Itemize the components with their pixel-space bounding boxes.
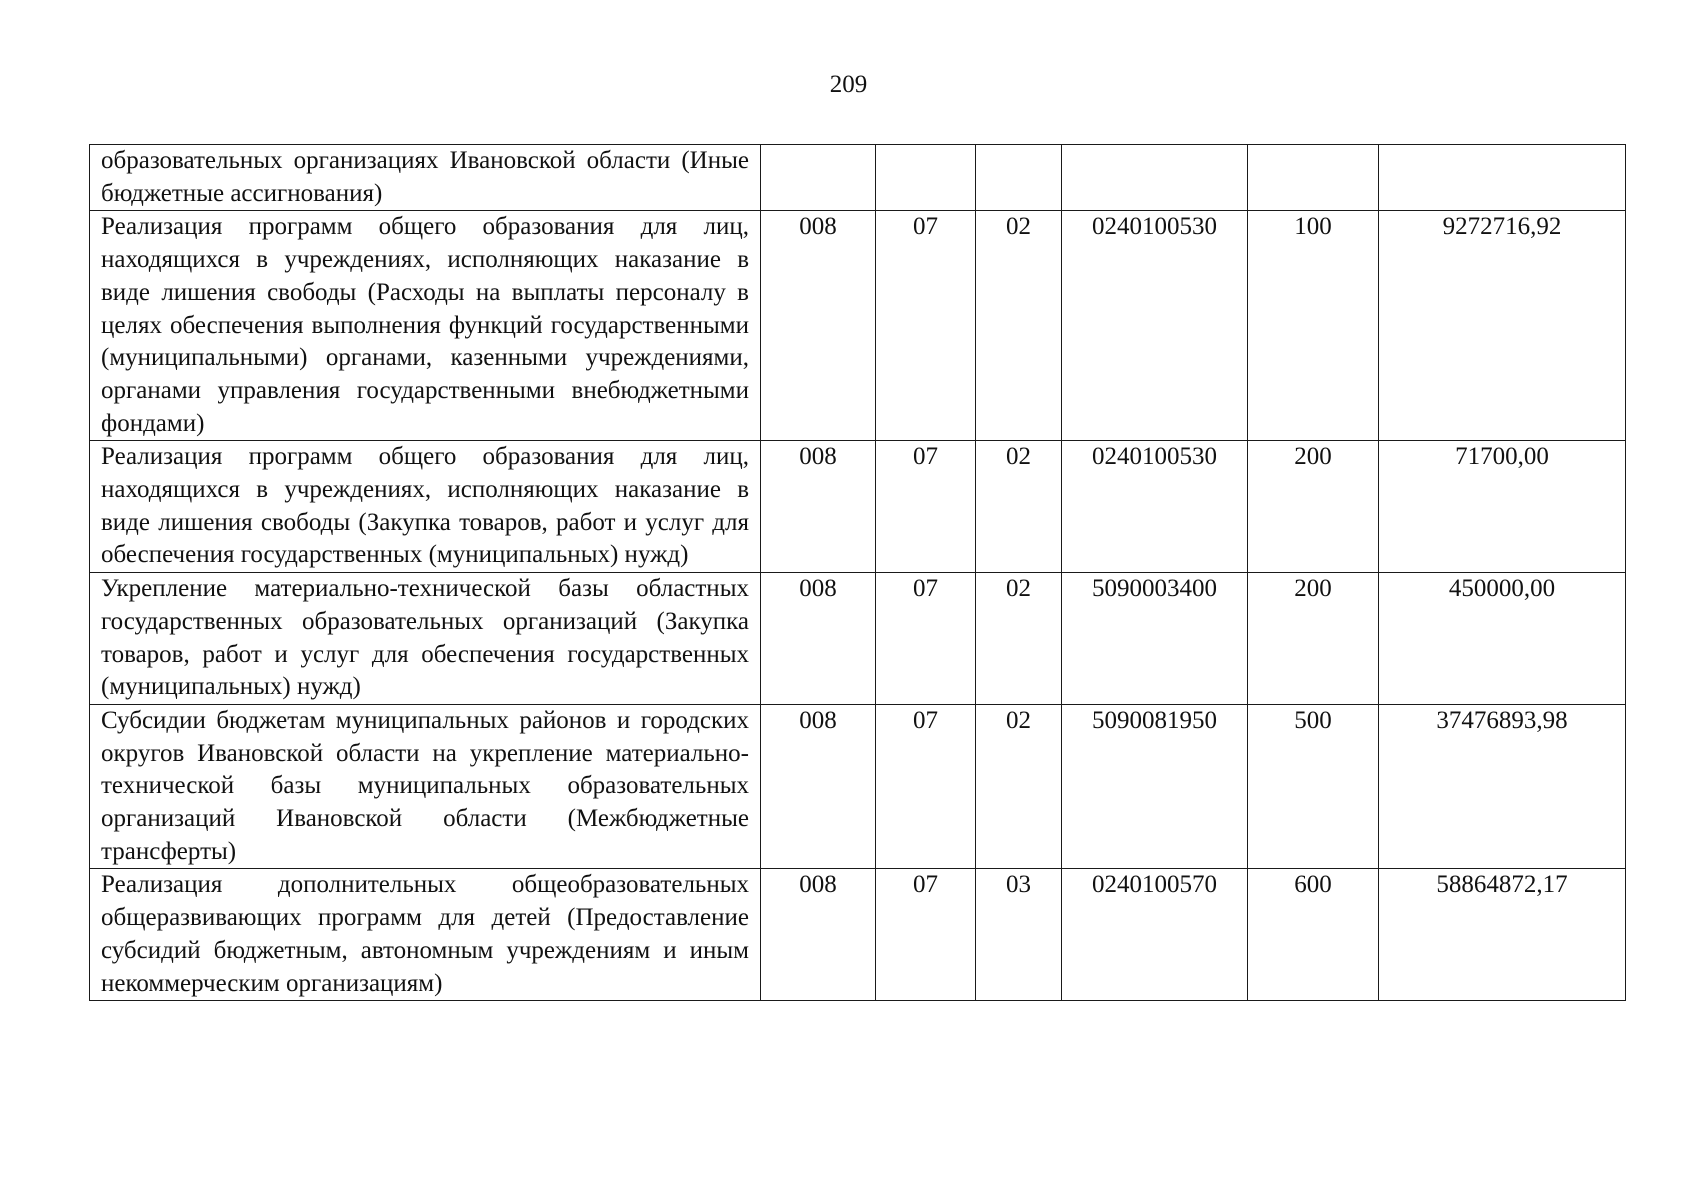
row-amount: 37476893,98 bbox=[1379, 704, 1626, 869]
row-code-subsection: 02 bbox=[976, 441, 1062, 573]
table-row bbox=[90, 869, 1626, 1001]
row-code-expense-type: 200 bbox=[1248, 573, 1379, 705]
row-code-target bbox=[1062, 145, 1248, 211]
row-amount bbox=[1379, 145, 1626, 211]
row-amount: 71700,00 bbox=[1379, 441, 1626, 573]
row-code-subsection: 02 bbox=[976, 211, 1062, 441]
page-number: 209 bbox=[829, 71, 868, 98]
row-amount: 450000,00 bbox=[1379, 573, 1626, 705]
row-code-expense-type: 200 bbox=[1248, 441, 1379, 573]
row-code-section: 07 bbox=[876, 869, 976, 1001]
row-code-subsection bbox=[976, 145, 1062, 211]
table-row bbox=[90, 441, 1626, 573]
table-row bbox=[90, 211, 1626, 441]
row-code-section: 07 bbox=[876, 573, 976, 705]
table-row bbox=[90, 704, 1626, 869]
row-description: Реализация дополнительных общеобразовательных общеразвивающих программ для детей (Предоставление субсидий бюджетным, автономным учреждениям и иным некоммерческим организациям) bbox=[90, 869, 761, 1001]
row-code-section: 07 bbox=[876, 211, 976, 441]
row-code-expense-type: 100 bbox=[1248, 211, 1379, 441]
row-description: Реализация программ общего образования для лиц, находящихся в учреждениях, исполняющих наказание в виде лишения свободы (Расходы на выплаты персоналу в целях обеспечения выполнения функций государственными (муниципальными) органами, казенными учреждениями, органами управления государственными внебюджетными фондами) bbox=[90, 211, 761, 441]
row-code-subsection: 02 bbox=[976, 704, 1062, 869]
row-code-target: 0240100530 bbox=[1062, 211, 1248, 441]
row-code-target: 5090081950 bbox=[1062, 704, 1248, 869]
row-code-section: 07 bbox=[876, 441, 976, 573]
budget-table bbox=[89, 144, 1626, 1001]
row-code-target: 0240100530 bbox=[1062, 441, 1248, 573]
row-code-ministry: 008 bbox=[761, 704, 876, 869]
row-code-expense-type bbox=[1248, 145, 1379, 211]
row-code-ministry bbox=[761, 145, 876, 211]
row-code-section: 07 bbox=[876, 704, 976, 869]
row-code-ministry: 008 bbox=[761, 211, 876, 441]
row-code-expense-type: 600 bbox=[1248, 869, 1379, 1001]
row-code-ministry: 008 bbox=[761, 441, 876, 573]
row-code-subsection: 03 bbox=[976, 869, 1062, 1001]
row-description: образовательных организациях Ивановской области (Иные бюджетные ассигнования) bbox=[90, 145, 761, 211]
row-description: Субсидии бюджетам муниципальных районов и городских округов Ивановской области на укрепление материально-технической базы муниципальных образовательных организаций Ивановской области (Межбюджетные трансферты) bbox=[90, 704, 761, 869]
row-code-subsection: 02 bbox=[976, 573, 1062, 705]
row-amount: 9272716,92 bbox=[1379, 211, 1626, 441]
table-row bbox=[90, 145, 1626, 211]
row-code-target: 0240100570 bbox=[1062, 869, 1248, 1001]
row-code-section bbox=[876, 145, 976, 211]
row-amount: 58864872,17 bbox=[1379, 869, 1626, 1001]
row-code-ministry: 008 bbox=[761, 869, 876, 1001]
row-code-target: 5090003400 bbox=[1062, 573, 1248, 705]
row-description: Укрепление материально-технической базы областных государственных образовательных организаций (Закупка товаров, работ и услуг для обеспечения государственных (муниципальных) нужд) bbox=[90, 573, 761, 705]
table-row bbox=[90, 573, 1626, 705]
row-code-expense-type: 500 bbox=[1248, 704, 1379, 869]
row-code-ministry: 008 bbox=[761, 573, 876, 705]
row-description: Реализация программ общего образования для лиц, находящихся в учреждениях, исполняющих наказание в виде лишения свободы (Закупка товаров, работ и услуг для обеспечения государственных (муниципальных) нужд) bbox=[90, 441, 761, 573]
